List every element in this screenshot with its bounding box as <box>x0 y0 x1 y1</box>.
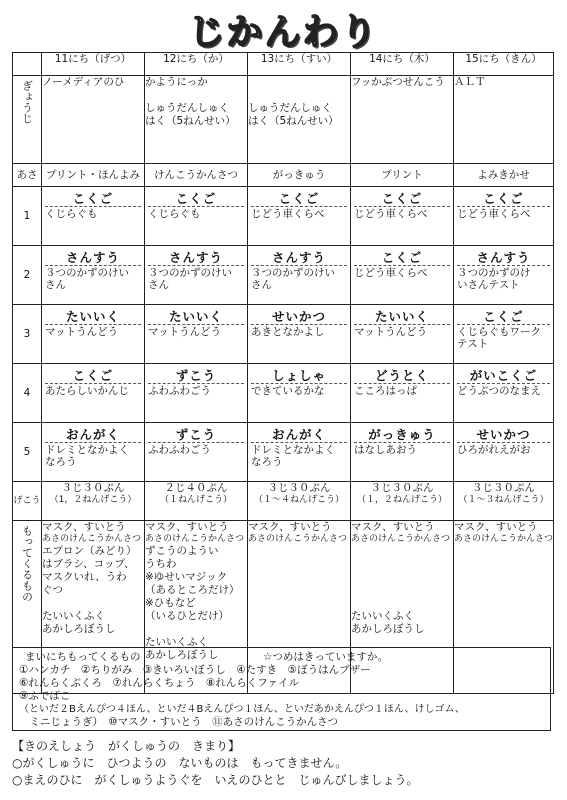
subject-name: こくご <box>45 187 141 207</box>
lesson-topic: はなしあおう <box>354 444 417 456</box>
subject-name: こくご <box>148 187 244 207</box>
period-row <box>13 305 554 364</box>
event-row-label: ぎょうじ <box>13 76 42 164</box>
period-cell <box>42 246 145 305</box>
bring-main: マスク、すいとう <box>454 521 538 533</box>
period-row <box>13 246 554 305</box>
dismissal-time: ３じ３０ぷん <box>61 482 125 494</box>
lesson-topic: マットうんどう <box>354 326 428 338</box>
subject-name: たいいく <box>45 305 141 325</box>
period-cell <box>454 305 554 364</box>
lesson-topic: どうぶつのなまえ <box>457 385 541 397</box>
timetable <box>12 52 554 694</box>
subject-name: こくご <box>354 246 450 266</box>
lesson-topic: こころはっぱ <box>354 385 417 397</box>
lesson-topic: ふわふわごう <box>148 444 211 456</box>
period-cell <box>351 364 454 423</box>
rules-heading: 【きのえしょう がくしゅうの きまり】 <box>12 739 241 753</box>
subject-name: たいいく <box>148 305 244 325</box>
dismissal-grades: （１，２ねんげこう） <box>356 495 447 505</box>
period-cell <box>145 305 248 364</box>
bring-main: マスク、すいとう <box>351 521 435 533</box>
lesson-topic: ふわふわごう <box>148 385 211 397</box>
day-header: 12にち（か） <box>145 53 248 76</box>
lesson-topic: できているかな <box>251 385 325 397</box>
bring-main: マスク、すいとう <box>248 521 332 533</box>
subject-name: こくご <box>354 187 450 207</box>
dismissal-time: ３じ３０ぷん <box>267 482 331 494</box>
subject-name: おんがく <box>45 423 141 443</box>
lesson-topic: マットうんどう <box>148 326 222 338</box>
event-cell: ノーメディアのひ <box>42 76 145 164</box>
day-header: 14にち（木） <box>351 53 454 76</box>
lesson-topic: じどう車くらべ <box>251 208 325 220</box>
daily-items-box <box>12 647 551 731</box>
subject-name: がっきゅう <box>354 423 450 443</box>
dismissal-cell <box>248 482 351 521</box>
subject-name: おんがく <box>251 423 347 443</box>
lesson-topic: くじらぐもワーク テスト <box>457 326 541 350</box>
period-cell <box>248 305 351 364</box>
subject-name: どうとく <box>354 364 450 384</box>
dismissal-cell <box>42 482 145 521</box>
subject-name: たいいく <box>354 305 450 325</box>
period-cell <box>145 423 248 482</box>
subject-name: こくご <box>45 364 141 384</box>
bring-rest: エプロン（みどり） はブラシ、コップ、 マスクいれ、うわ ぐつ たいいくふく あかしろぼうし <box>42 545 137 635</box>
period-cell <box>454 423 554 482</box>
period-cell <box>351 305 454 364</box>
event-cell: しゅうだんしゅく はく（5ねんせい） <box>248 76 351 164</box>
bring-rest: ずこうのようい うちわ ※ゆせいマジック （あるところだけ） ※ひもなど （いるひとだけ） たいいくふく あかしろぼうし <box>145 545 240 661</box>
corner-cell <box>13 53 42 76</box>
dismissal-grades: （１～３ねんげこう） <box>458 495 549 505</box>
dismissal-time: ３じ３０ぷん <box>370 482 434 494</box>
subject-name: しょしゃ <box>251 364 347 384</box>
subject-name: さんすう <box>457 246 550 266</box>
period-cell <box>42 423 145 482</box>
rule-item: ○がくしゅうに ひつようの ないものは もってきません。 <box>12 756 348 770</box>
period-cell <box>248 246 351 305</box>
day-header: 13にち（すい） <box>248 53 351 76</box>
period-cell <box>42 187 145 246</box>
subject-name: こくご <box>457 187 550 207</box>
period-cell <box>145 364 248 423</box>
dismissal-cell <box>454 482 554 521</box>
daily-line: ⑨ふでばこ <box>19 690 71 702</box>
event-cell: フッかぶつせんこう <box>351 76 454 164</box>
day-header-row <box>13 53 554 76</box>
morning-cell: よみきかせ <box>454 164 554 187</box>
dismissal-grades: （１～４ねんげこう） <box>253 495 344 505</box>
dismissal-time: ３じ３０ぷん <box>472 482 535 494</box>
subject-name: ずこう <box>148 423 244 443</box>
daily-line: （といだ２Bえんぴつ４ほん、といだ４Bえんぴつ１ほん、といだあかえんぴつ１ほん、けしゴム、 <box>19 704 465 715</box>
day-header: 15にち（きん） <box>454 53 554 76</box>
period-label: 3 <box>13 305 42 364</box>
lesson-topic: ３つのかずのけ いさんテスト <box>457 267 531 291</box>
period-label: 5 <box>13 423 42 482</box>
period-cell <box>351 187 454 246</box>
period-cell <box>42 305 145 364</box>
dismissal-cell <box>351 482 454 521</box>
morning-cell: がっきゅう <box>248 164 351 187</box>
bring-sub: あさのけんこうかんさつ <box>351 534 451 544</box>
lesson-topic: ひろがれえがお <box>457 444 531 456</box>
event-cell: ＡＬＴ <box>454 76 554 164</box>
dismissal-grades: （１ねんげこう） <box>159 495 232 505</box>
dismissal-row-label: げこう <box>13 482 42 521</box>
lesson-topic: あたらしいかんじ <box>45 385 129 397</box>
lesson-topic: じどう車くらべ <box>354 267 428 279</box>
subject-name: こくご <box>457 305 550 325</box>
event-row <box>13 76 554 164</box>
daily-heading: まいにちもってくるもの <box>25 651 141 663</box>
period-cell <box>454 364 554 423</box>
period-cell <box>248 364 351 423</box>
dismissal-time: ２じ４０ぷん <box>164 482 228 494</box>
lesson-topic: マットうんどう <box>45 326 119 338</box>
lesson-topic: ３つのかずのけい さん <box>148 267 232 291</box>
morning-row-label: あさ <box>13 164 42 187</box>
subject-name: さんすう <box>251 246 347 266</box>
period-cell <box>454 187 554 246</box>
daily-line: ①ハンカチ ②ちりがみ ③きいろいぼうし ④たすき ⑤ぼうはんブザー <box>19 664 371 676</box>
lesson-topic: あきとなかよし <box>251 326 325 338</box>
period-cell <box>351 423 454 482</box>
period-cell <box>351 246 454 305</box>
morning-cell: プリント <box>351 164 454 187</box>
study-rules <box>12 738 557 789</box>
lesson-topic: ３つのかずのけい さん <box>45 267 129 291</box>
lesson-topic: ドレミとなかよく なろう <box>45 444 129 468</box>
period-label: 4 <box>13 364 42 423</box>
lesson-topic: くじらぐも <box>148 208 201 220</box>
lesson-topic: じどう車くらべ <box>354 208 428 220</box>
subject-name: さんすう <box>45 246 141 266</box>
period-row <box>13 423 554 482</box>
period-row <box>13 364 554 423</box>
period-cell <box>145 246 248 305</box>
daily-line: ⑥れんらくぶくろ ⑦れんらくちょう ⑧れんらくファイル <box>19 677 300 689</box>
bring-main: マスク、すいとう <box>42 521 126 533</box>
period-cell <box>454 246 554 305</box>
lesson-topic: じどう車くらべ <box>457 208 531 220</box>
bring-rest: たいいくふく あかしろぼうし <box>351 610 425 635</box>
lesson-topic: ３つのかずのけい さん <box>251 267 335 291</box>
morning-cell: プリント・ほんよみ <box>42 164 145 187</box>
period-cell <box>145 187 248 246</box>
period-cell <box>248 187 351 246</box>
subject-name: ずこう <box>148 364 244 384</box>
period-label: 1 <box>13 187 42 246</box>
day-header: 11にち（げつ） <box>42 53 145 76</box>
dismissal-cell <box>145 482 248 521</box>
dismissal-grades: （1，２ねんげこう） <box>49 495 137 505</box>
lesson-topic: ドレミとなかよく なろう <box>251 444 335 468</box>
period-row <box>13 187 554 246</box>
dismissal-row <box>13 482 554 521</box>
subject-name: さんすう <box>148 246 244 266</box>
bring-sub: あさのけんこうかんさつ <box>42 534 142 544</box>
subject-name: がいこくご <box>457 364 550 384</box>
nails-note: ☆つめはきっていますか。 <box>263 651 388 663</box>
rule-item: ○まえのひに がくしゅうようぐを いえのひとと じゅんびしましょう。 <box>12 773 419 787</box>
bring-sub: あさのけんこうかんさつ <box>454 534 554 544</box>
bring-sub: あさのけんこうかんさつ <box>145 534 245 544</box>
bring-sub: あさのけんこうかんさつ <box>248 534 348 544</box>
bring-items-label: もってくるもの <box>13 521 42 694</box>
event-cell: かようにっか しゅうだんしゅく はく（5ねんせい） <box>145 76 248 164</box>
bring-main: マスク、すいとう <box>145 521 229 533</box>
period-label: 2 <box>13 246 42 305</box>
daily-line: ミニじょうぎ） ⑩マスク・すいとう ⑪あさのけんこうかんさつ <box>19 716 339 728</box>
morning-cell: けんこうかんさつ <box>145 164 248 187</box>
subject-name: こくご <box>251 187 347 207</box>
lesson-topic: くじらぐも <box>45 208 98 220</box>
page-title: じかんわり <box>188 12 379 53</box>
subject-name: せいかつ <box>457 423 550 443</box>
period-cell <box>42 364 145 423</box>
morning-row <box>13 164 554 187</box>
period-cell <box>248 423 351 482</box>
subject-name: せいかつ <box>251 305 347 325</box>
